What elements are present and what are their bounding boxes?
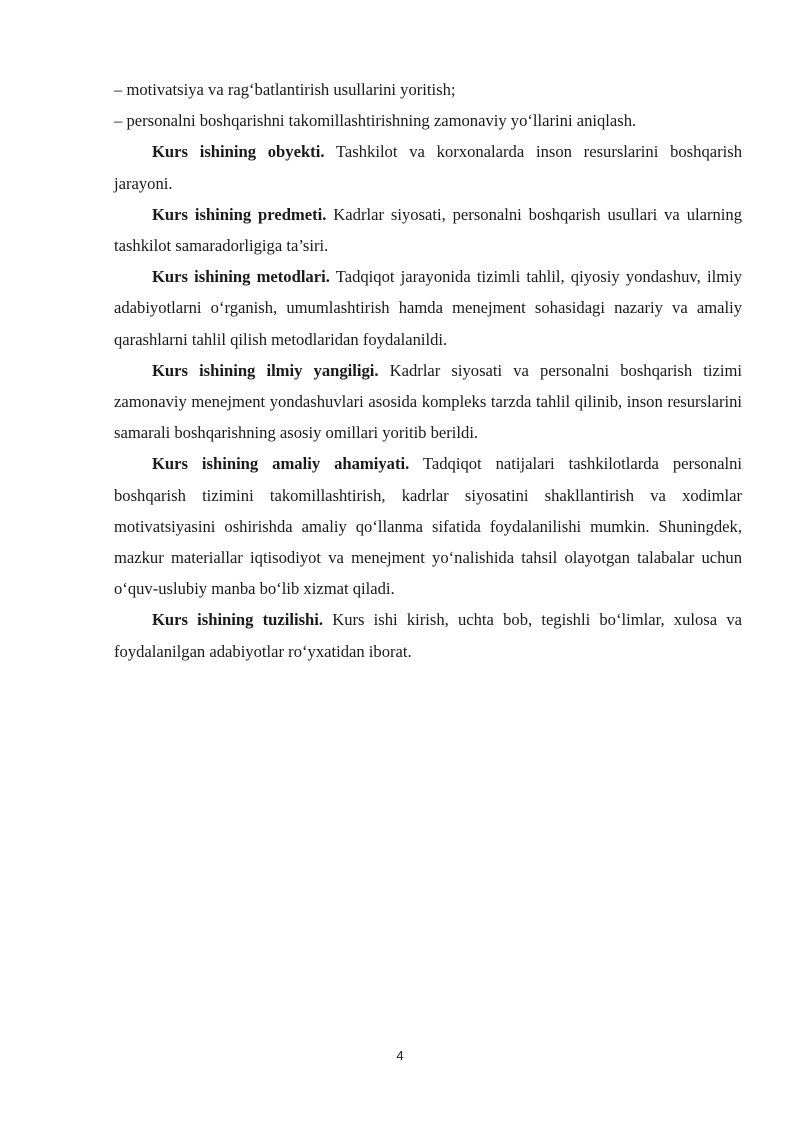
paragraph-text: Kurs ishi kirish, uchta bob, tegishli bo‘limlar, xulosa va foydalanilgan adabiyotlar ro‘yxatidan iborat. — [114, 610, 742, 661]
paragraph-heading: Kurs ishining metodlari. — [152, 267, 330, 287]
paragraph-text: Tadqiqot jarayonida tizimli tahlil, qiyosiy yondashuv, ilmiy adabiyotlarni o‘rganish, umumlashtirish hamda menejment sohasidagi nazariy va amaliy qarashlarni tahlil qilish metodlaridan foydalanildi. — [114, 267, 743, 349]
list-item-modern-ways: – personalni boshqarishni takomillashtirishning zamonaviy yo‘llarini aniqlash. — [114, 111, 637, 131]
paragraph-novelty — [114, 355, 742, 449]
paragraph-text: Tadqiqot natijalari tashkilotlarda personalni boshqarish tizimini takomillashtirish, kadrlar siyosatini shakllantirish va xodimlar motivatsiyasini oshirishda amaliy qo‘llanma sifatida foydalanilishi mumkin. Shuningdek, mazkur materiallar iqtisodiyot va menejment yo‘nalishida tahsil olayotgan talabalar uchun o‘quv-uslubiy manba bo‘lib xizmat qiladi. — [114, 454, 742, 599]
paragraph-methods — [114, 261, 742, 355]
list-item-motivation: – motivatsiya va rag‘batlantirish usullarini yoritish; — [114, 80, 456, 99]
paragraph-object — [114, 136, 742, 198]
paragraph-text: Kadrlar siyosati, personalni boshqarish usullari va ularning tashkilot samaradorligiga ta’siri. — [114, 204, 743, 256]
paragraph-heading: Kurs ishining amaliy ahamiyati. — [152, 454, 410, 474]
paragraph-heading: Kurs ishining obyekti. — [152, 142, 325, 162]
page-body — [114, 74, 742, 667]
paragraph-text: Kadrlar siyosati va personalni boshqarish tizimi zamonaviy menejment yondashuvlari asosida kompleks tarzda tahlil qilinib, inson resurslarini samarali boshqarishning asosiy omillari yoritib berildi. — [114, 360, 742, 443]
paragraph-heading: Kurs ishining ilmiy yangiligi. — [152, 360, 379, 380]
paragraph-structure — [114, 604, 742, 666]
paragraph-heading: Kurs ishining tuzilishi. — [152, 610, 324, 630]
paragraph-subject — [114, 199, 742, 261]
paragraph-heading: Kurs ishining predmeti. — [152, 204, 327, 224]
paragraph-practical-value — [114, 448, 742, 604]
page-number: 4 — [396, 1048, 404, 1063]
paragraph-text: Tashkilot va korxonalarda inson resurslarini boshqarish jarayoni. — [114, 142, 742, 193]
